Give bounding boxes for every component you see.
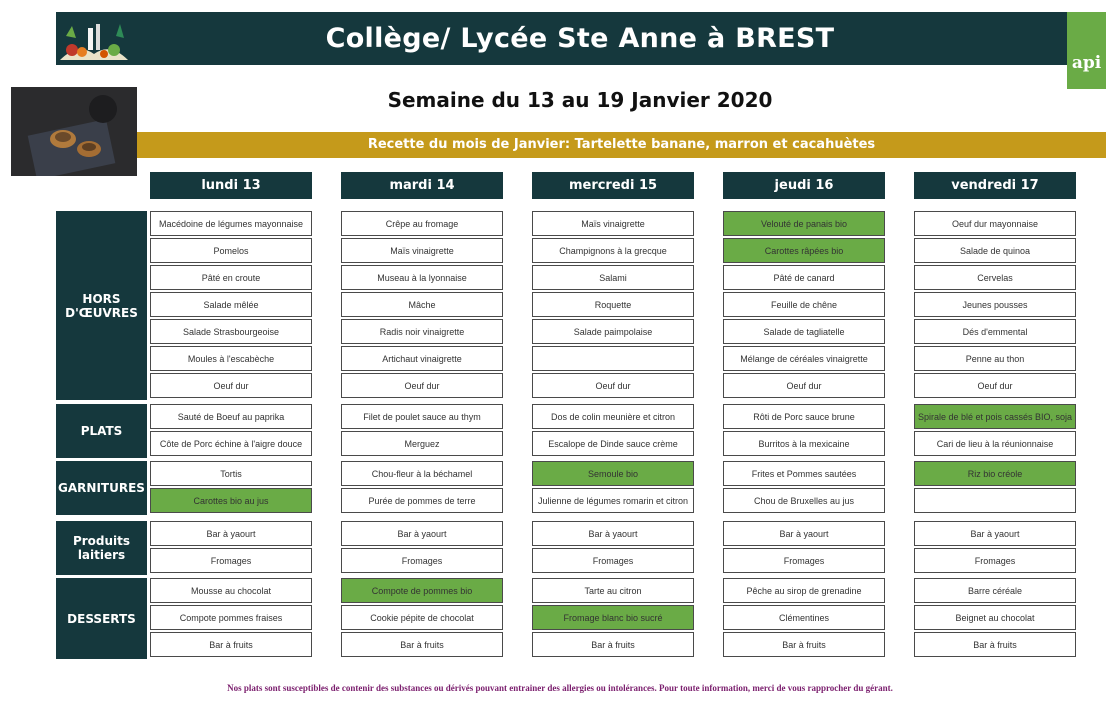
menu-cell: Riz bio créole [914, 461, 1076, 486]
menu-cell: Cari de lieu à la réunionnaise [914, 431, 1076, 456]
menu-cell: Oeuf dur [150, 373, 312, 398]
menu-cell: Salade mêlée [150, 292, 312, 317]
category-label: Produits laitiers [56, 521, 147, 575]
menu-cell: Rôti de Porc sauce brune [723, 404, 885, 429]
recipe-of-month-banner: Recette du mois de Janvier: Tartelette banane, marron et cacahuètes [137, 132, 1106, 158]
menu-cell: Chou-fleur à la béchamel [341, 461, 503, 486]
menu-cell: Fromages [150, 548, 312, 573]
menu-cell: Maïs vinaigrette [341, 238, 503, 263]
menu-cell: Bar à yaourt [532, 521, 694, 546]
category-label: DESSERTS [56, 578, 147, 659]
menu-cell: Bar à yaourt [914, 521, 1076, 546]
menu-cell: Radis noir vinaigrette [341, 319, 503, 344]
menu-cell: Clémentines [723, 605, 885, 630]
menu-cell: Oeuf dur mayonnaise [914, 211, 1076, 236]
menu-cell: Dés d'emmental [914, 319, 1076, 344]
menu-cell: Museau à la lyonnaise [341, 265, 503, 290]
menu-cell: Jeunes pousses [914, 292, 1076, 317]
menu-cell: Oeuf dur [341, 373, 503, 398]
allergy-notice: Nos plats sont susceptibles de contenir des substances ou dérivés pouvant entrainer des allergies ou intolérances. Pour toute information, merci de vous rapprocher du gérant. [227, 683, 893, 693]
menu-cell: Burritos à la mexicaine [723, 431, 885, 456]
day-header: vendredi 17 [914, 172, 1076, 199]
menu-cell: Filet de poulet sauce au thym [341, 404, 503, 429]
menu-cell: Salami [532, 265, 694, 290]
menu-cell: Carottes bio au jus [150, 488, 312, 513]
menu-cell: Bar à fruits [150, 632, 312, 657]
menu-cell: Salade paimpolaise [532, 319, 694, 344]
day-header: lundi 13 [150, 172, 312, 199]
menu-cell: Feuille de chêne [723, 292, 885, 317]
menu-cell: Mélange de céréales vinaigrette [723, 346, 885, 371]
menu-cell: Pêche au sirop de grenadine [723, 578, 885, 603]
week-title: Semaine du 13 au 19 Janvier 2020 [387, 88, 773, 112]
menu-cell: Barre céréale [914, 578, 1076, 603]
menu-cell: Oeuf dur [914, 373, 1076, 398]
menu-cell: Semoule bio [532, 461, 694, 486]
menu-cell: Penne au thon [914, 346, 1076, 371]
menu-cell: Mousse au chocolat [150, 578, 312, 603]
day-header: mardi 14 [341, 172, 503, 199]
menu-cell: Spirale de blé et pois cassés BIO, soja [914, 404, 1076, 429]
menu-cell: Sauté de Boeuf au paprika [150, 404, 312, 429]
menu-cell: Fromages [914, 548, 1076, 573]
menu-cell: Beignet au chocolat [914, 605, 1076, 630]
menu-cell [532, 346, 694, 371]
menu-cell: Bar à fruits [341, 632, 503, 657]
day-header: mercredi 15 [532, 172, 694, 199]
menu-cell: Bar à fruits [914, 632, 1076, 657]
menu-cell: Oeuf dur [532, 373, 694, 398]
menu-cell: Carottes râpées bio [723, 238, 885, 263]
menu-cell: Fromages [532, 548, 694, 573]
menu-cell: Bar à yaourt [723, 521, 885, 546]
menu-cell: Moules à l'escabèche [150, 346, 312, 371]
menu-cell: Compote de pommes bio [341, 578, 503, 603]
menu-cell: Fromages [723, 548, 885, 573]
menu-cell: Salade de quinoa [914, 238, 1076, 263]
menu-cell: Dos de colin meunière et citron [532, 404, 694, 429]
category-label: PLATS [56, 404, 147, 458]
vegetables-logo-icon [58, 14, 130, 64]
menu-cell: Maïs vinaigrette [532, 211, 694, 236]
menu-cell: Tarte au citron [532, 578, 694, 603]
menu-cell: Oeuf dur [723, 373, 885, 398]
menu-cell: Crêpe au fromage [341, 211, 503, 236]
menu-cell: Cookie pépite de chocolat [341, 605, 503, 630]
menu-cell: Pomelos [150, 238, 312, 263]
menu-cell: Mâche [341, 292, 503, 317]
menu-cell: Roquette [532, 292, 694, 317]
menu-cell: Bar à fruits [723, 632, 885, 657]
category-label: HORS D'ŒUVRES [56, 211, 147, 400]
menu-cell: Purée de pommes de terre [341, 488, 503, 513]
menu-cell: Bar à fruits [532, 632, 694, 657]
page-title: Collège/ Lycée Ste Anne à BREST [325, 23, 835, 54]
tartelette-photo [11, 87, 137, 176]
category-label: GARNITURES [56, 461, 147, 515]
menu-cell: Pâté de canard [723, 265, 885, 290]
menu-cell: Julienne de légumes romarin et citron [532, 488, 694, 513]
menu-cell: Bar à yaourt [150, 521, 312, 546]
menu-cell: Frites et Pommes sautées [723, 461, 885, 486]
menu-cell: Compote pommes fraises [150, 605, 312, 630]
menu-cell: Chou de Bruxelles au jus [723, 488, 885, 513]
menu-cell: Pâté en croute [150, 265, 312, 290]
menu-cell: Salade Strasbourgeoise [150, 319, 312, 344]
menu-cell: Côte de Porc échine à l'aigre douce [150, 431, 312, 456]
menu-cell: Champignons à la grecque [532, 238, 694, 263]
menu-cell: Escalope de Dinde sauce crème [532, 431, 694, 456]
menu-cell: Macédoine de légumes mayonnaise [150, 211, 312, 236]
menu-cell: Fromages [341, 548, 503, 573]
menu-cell: Fromage blanc bio sucré [532, 605, 694, 630]
menu-cell: Bar à yaourt [341, 521, 503, 546]
menu-cell [914, 488, 1076, 513]
menu-cell: Velouté de panais bio [723, 211, 885, 236]
api-logo: api [1067, 12, 1106, 89]
menu-cell: Tortis [150, 461, 312, 486]
menu-cell: Cervelas [914, 265, 1076, 290]
menu-cell: Salade de tagliatelle [723, 319, 885, 344]
menu-cell: Artichaut vinaigrette [341, 346, 503, 371]
day-header: jeudi 16 [723, 172, 885, 199]
menu-cell: Merguez [341, 431, 503, 456]
